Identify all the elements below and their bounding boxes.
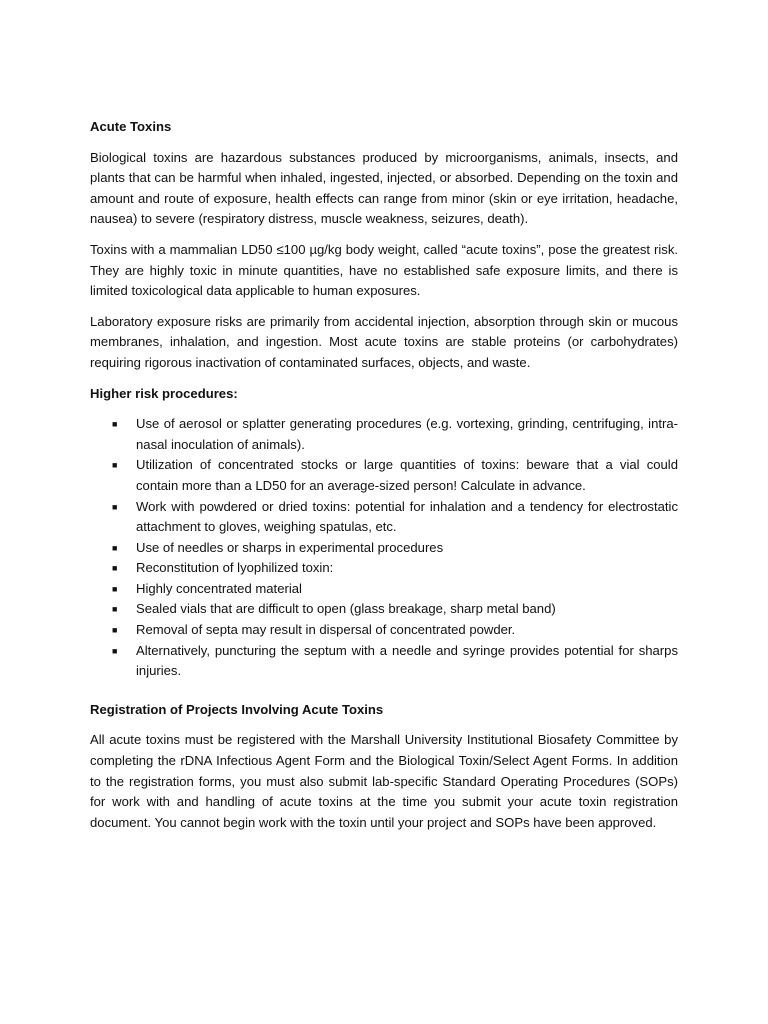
paragraph-registration: All acute toxins must be registered with the Marshall University Institutional Biosafety Committee by completing the rDNA Infectious Agent Form and the Biological Toxin/Select Agent Forms. In addition to the registration forms, you must also submit lab-specific Standard Operating Procedures (SOPs) for work with and handling of acute toxins at the time you submit your acute toxin registration document. You cannot begin work with the toxin until your project and SOPs have been approved. bbox=[90, 732, 678, 830]
square-bullet-icon: ■ bbox=[112, 542, 118, 553]
paragraph-ld50-acute-toxins: Toxins with a mammalian LD50 ≤100 µg/kg body weight, called “acute toxins”, pose the greatest risk. They are highly toxic in minute quantities, have no established safe exposure limits, and there is limited toxicological data applicable to human exposures. bbox=[90, 241, 678, 299]
list-item-text: Utilization of concentrated stocks or large quantities of toxins: beware that a vial could contain more than a LD50 for an average-sized person! Calculate in advance. bbox=[136, 457, 678, 493]
list-item bbox=[90, 599, 678, 620]
list-item bbox=[90, 641, 678, 682]
list-item bbox=[90, 620, 678, 641]
square-bullet-icon: ■ bbox=[112, 419, 118, 430]
list-item bbox=[90, 414, 678, 455]
list-item-text: Reconstitution of lyophilized toxin: bbox=[136, 560, 334, 576]
square-bullet-icon: ■ bbox=[112, 460, 118, 471]
list-item bbox=[90, 558, 678, 579]
paragraph-laboratory-exposure: Laboratory exposure risks are primarily from accidental injection, absorption through skin or mucous membranes, inhalation, and ingestion. Most acute toxins are stable proteins (or carbohydrates) requiring rigorous inactivation of contaminated surfaces, objects, and waste. bbox=[90, 313, 678, 370]
square-bullet-icon: ■ bbox=[112, 645, 118, 656]
list-item-text: Use of needles or sharps in experimental procedures bbox=[136, 539, 444, 555]
square-bullet-icon: ■ bbox=[112, 501, 118, 512]
document-page bbox=[90, 117, 678, 843]
square-bullet-icon: ■ bbox=[112, 583, 118, 594]
paragraph-biological-toxins: Biological toxins are hazardous substances produced by microorganisms, animals, insects, and plants that can be harmful when inhaled, ingested, injected, or absorbed. Depending on the toxin and amount and route of exposure, health effects can range from minor (skin or eye irritation, headache, nausea) to severe (respiratory distress, muscle weakness, seizures, death). bbox=[90, 149, 678, 227]
list-item bbox=[90, 455, 678, 496]
list-item-text: Removal of septa may result in dispersal of concentrated powder. bbox=[136, 622, 516, 638]
higher-risk-list bbox=[90, 414, 678, 682]
list-item-text: Use of aerosol or splatter generating procedures (e.g. vortexing, grinding, centrifuging, intra-nasal inoculation of animals). bbox=[136, 416, 678, 452]
square-bullet-icon: ■ bbox=[112, 563, 118, 574]
list-item bbox=[90, 579, 678, 600]
list-item-text: Highly concentrated material bbox=[136, 580, 302, 596]
list-item-text: Sealed vials that are difficult to open (glass breakage, sharp metal band) bbox=[136, 601, 556, 617]
list-item-text: Alternatively, puncturing the septum with a needle and syringe provides potential for sharps injuries. bbox=[136, 642, 678, 679]
section-title-higher-risk: Higher risk procedures: bbox=[90, 385, 238, 401]
square-bullet-icon: ■ bbox=[112, 604, 118, 615]
section-title-acute-toxins: Acute Toxins bbox=[90, 119, 172, 134]
list-item bbox=[90, 538, 678, 559]
square-bullet-icon: ■ bbox=[112, 625, 118, 636]
section-title-registration: Registration of Projects Involving Acute Toxins bbox=[90, 701, 384, 717]
list-item bbox=[90, 497, 678, 538]
list-item-text: Work with powdered or dried toxins: potential for inhalation and a tendency for electrostatic attachment to gloves, weighing spatulas, etc. bbox=[136, 498, 678, 535]
